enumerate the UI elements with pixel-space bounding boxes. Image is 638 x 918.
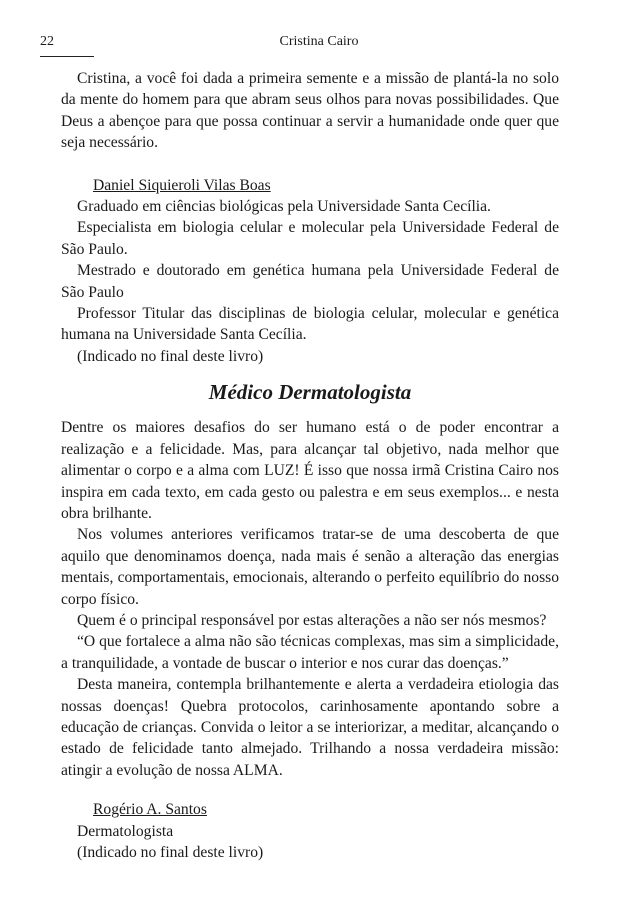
signature-name <box>61 799 559 820</box>
credential-line: Mestrado e doutorado em genética humana pela Universidade Federal de São Paulo <box>61 262 559 301</box>
body-text <box>61 68 559 863</box>
credential-line: Graduado em ciências biológicas pela Universidade Santa Cecília. <box>77 198 491 216</box>
spacer <box>61 154 559 175</box>
signature-name <box>61 175 559 196</box>
running-header <box>40 34 598 64</box>
credential-line: Especialista em biologia celular e molecular pela Universidade Federal de São Paulo. <box>61 219 559 258</box>
credential-line: (Indicado no final deste livro) <box>77 347 264 365</box>
credential-line: Dermatologista <box>77 822 174 840</box>
section-paragraph: Desta maneira, contempla brilhantemente e alerta a verdadeira etiologia das nossas doenças! Quebra protocolos, carinhosamente apontando sobre a educação de crianças. Convida o leitor a se interiorizar, a meditar, alcançando o estado de felicidade tanto almejado. Trilhando a nossa verdadeira missão: atingir a evolução de nossa ALMA. <box>61 676 559 779</box>
signature-name-text: Rogério A. Santos <box>93 801 207 819</box>
header-rule <box>40 56 94 57</box>
credential-line: (Indicado no final deste livro) <box>77 844 264 861</box>
intro-paragraph: Cristina, a você foi dada a primeira semente e a missão de plantá-la no solo da mente do homem para que abram seus olhos para novas possibilidades. Que Deus a abençoe para que possa continuar a servir a humanidade onde quer que seja necessário. <box>61 70 559 152</box>
section-paragraph: Nos volumes anteriores verificamos tratar-se de uma descoberta de que aquilo que denominamos doença, nada mais é senão a alteração das energias mentais, comportamentais, emocionais, alterando o perfeito equilíbrio do nosso corpo físico. <box>61 526 559 608</box>
credential-line: Professor Titular das disciplinas de biologia celular, molecular e genética humana na Universidade Santa Cecília. <box>61 305 559 344</box>
section-paragraph: Dentre os maiores desafios do ser humano está o de poder encontrar a realização e a felicidade. Mas, para alcançar tal objetivo, nada melhor que alimentar o corpo e a alma com LUZ! É isso que nossa irmã Cristina Cairo nos inspira em cada texto, em cada gesto ou palestra e em seus exemplos... e nesta obra brilhante. <box>61 419 559 522</box>
spacer <box>61 781 559 799</box>
section-paragraph: Quem é o principal responsável por estas alterações a não ser nós mesmos? <box>77 611 547 629</box>
section-heading: Médico Dermatologista <box>208 380 412 405</box>
section-paragraph: “O que fortalece a alma não são técnicas complexas, mas sim a simplicidade, a tranquilidade, a vontade de buscar o interior e nos curar das doenças.” <box>61 633 559 672</box>
running-title: Cristina Cairo <box>279 34 359 49</box>
signature-name-text: Daniel Siquieroli Vilas Boas <box>93 176 271 194</box>
page-number: 22 <box>40 34 54 49</box>
